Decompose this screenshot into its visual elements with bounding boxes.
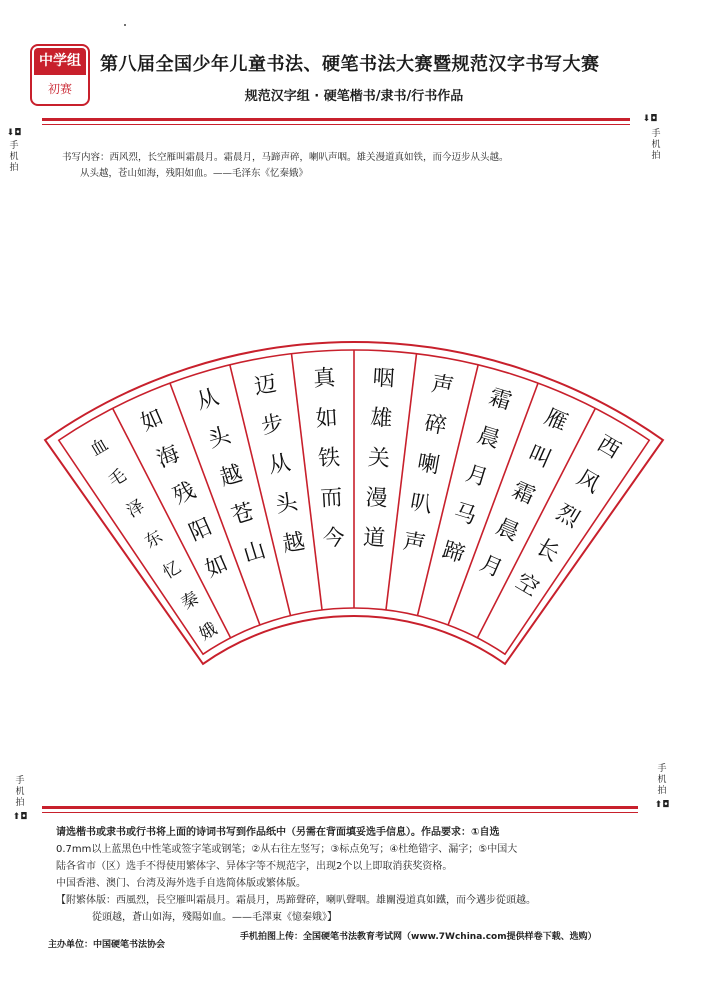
fan-character: 空 [511,568,543,602]
writing-content-line2: 从头越，苍山如海，残阳如血。——毛泽东《忆秦娥》 [80,168,309,179]
fan-character: 泽 [123,496,149,522]
fan-character: 今 [322,525,346,552]
fan-character: 如 [137,404,168,437]
fan-divider [386,354,417,610]
bottom-rule [42,806,638,809]
page-title: 第八届全国少年儿童书法、硬笔书法大赛暨规范汉字书写大赛 [100,54,600,75]
camera-down-icon: ⬇◘ [6,128,22,138]
fan-character: 雁 [540,404,571,437]
instructions-line3: 陆各省市（区）选手不得使用繁体字、异体字等不规范字，出现2个以上即取消获奖资格。 [56,861,453,872]
fan-character: 烈 [551,500,584,533]
fan-character: 霜 [486,384,515,416]
fan-character: 如 [314,405,339,432]
fan-character: 娥 [196,618,221,645]
fan-character: 而 [319,485,344,512]
fan-character: 步 [259,411,286,440]
fan-character: 叫 [524,441,555,473]
fan-character: 血 [87,434,112,461]
fan-character: 声 [401,529,428,558]
badge-group-label: 中学组 [34,48,86,75]
fan-character: 阳 [185,514,216,547]
upload-info: 手机拍图上传：全国硬笔书法教育考试网（www.7Wchina.com提供样卷下载、选购） [240,932,597,942]
fan-character: 月 [462,461,491,492]
fan-character: 咽 [371,365,396,393]
side-mark-text: 手机拍 [657,764,667,796]
side-mark-bottom-right [652,764,672,811]
instructions-line6: 從頭越，蒼山如海，殘陽如血。——毛澤東《憶秦娥》】 [92,912,337,923]
fan-character: 从 [266,450,293,479]
fan-character: 东 [141,526,167,553]
fan-character: 马 [450,499,480,530]
bottom-rule-thin [42,812,638,813]
fan-character: 迈 [252,371,279,401]
fan-character: 忆 [159,557,185,584]
instructions-line1: 请选楷书或隶书或行书将上面的诗词书写到作品纸中（另需在背面填妥选手信息）。作品要求：①自选 [56,827,500,838]
instructions-line2: 0.7mm以上蓝黑色中性笔或签字笔或钢笔；②从右往左竖写；③标点免写；④杜绝错字、漏字；⑤中国大 [56,844,518,855]
fan-character: 蹄 [439,537,468,569]
instructions [56,824,656,926]
fan-character: 风 [572,465,604,499]
fan-divider [291,354,322,610]
fan-character: 声 [429,371,456,401]
fan-character: 长 [531,534,564,568]
fan-divider [230,365,291,616]
fan-character: 残 [169,477,200,510]
fan-divider [417,365,478,616]
writing-content-line1: 书写内容：西风烈，长空雁叫霜晨月。霜晨月，马蹄声碎，喇叭声咽。雄关漫道真如铁，而今迈步从头越。 [62,152,509,163]
badge-round-label: 初赛 [47,82,72,96]
fan-character: 山 [240,537,269,569]
fan-character: 喇 [415,450,442,479]
fan-character: 晨 [492,514,523,547]
fan-character: 苍 [228,499,258,530]
side-mark-text: 手机拍 [15,776,25,808]
fan-character: 晨 [474,422,503,454]
fan-character: 真 [312,365,337,393]
fan-character: 道 [362,525,386,552]
fan-character: 漫 [364,485,389,512]
page-subtitle: 规范汉字组 · 硬笔楷书/隶书/行书作品 [244,89,464,104]
fan-character: 雄 [369,405,394,432]
instructions-line5: 【附繁体版：西風烈，長空雁叫霜晨月。霜晨月，馬蹄聲碎，喇叭聲咽。雄關漫道真如鐵，而今邁步從頭越。 [56,895,536,906]
fan-character: 西 [592,431,625,464]
fan-character: 关 [367,445,391,472]
camera-up-icon: ⬆◘ [654,800,670,810]
fan-character: 头 [205,422,234,454]
camera-up-icon: ⬆◘ [12,812,28,822]
instructions-line4: 中国香港、澳门、台湾及海外选手自选简体版或繁体版。 [56,878,306,889]
fan-character: 如 [201,551,232,583]
fan-character: 从 [193,384,222,416]
fan-character: 毛 [105,465,131,492]
side-mark-text: 手机拍 [651,129,661,161]
fan-character: 海 [153,441,184,473]
fan-character: 霜 [508,477,539,510]
side-mark-bottom-left [10,776,30,823]
fan-character: 铁 [317,445,341,472]
fan-character: 碎 [422,411,449,440]
fan-character: 头 [273,489,300,519]
camera-down-icon: ⬇◘ [642,114,658,124]
fan-character: 越 [217,461,246,492]
fan-character: 叭 [408,489,435,519]
fan-character: 月 [476,551,507,583]
side-mark-text: 手机拍 [9,141,19,173]
fan-character: 越 [280,529,307,558]
fan-character: 秦 [177,588,203,615]
organizer: 主办单位：中国硬笔书法协会 [48,940,166,950]
